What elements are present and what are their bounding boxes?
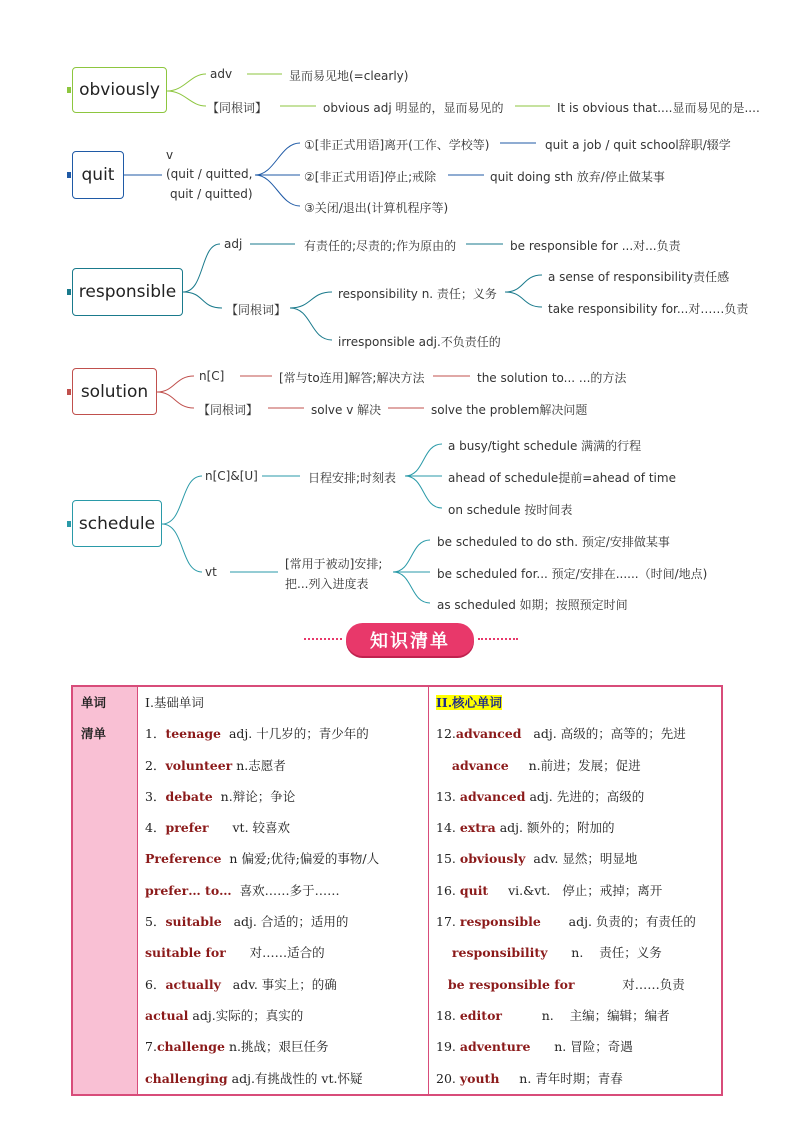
vocab-left-row bbox=[138, 750, 428, 781]
vocab-entry-word: responsible bbox=[459, 914, 541, 930]
solution-verb: solve v 解决 bbox=[311, 403, 382, 417]
vocab-left-column bbox=[138, 686, 429, 1095]
vocab-entry-number: 17. bbox=[436, 914, 460, 930]
vocab-left-row bbox=[138, 875, 428, 906]
responsible-noun-phrase-2: take responsibility for...对……负责 bbox=[548, 302, 749, 316]
quit-sense-1: ①[非正式用语]离开(工作、学校等) bbox=[304, 138, 490, 152]
vocab-right-row bbox=[429, 718, 721, 749]
vocab-head-line-1: 单词 bbox=[81, 695, 107, 710]
vocab-entry-number bbox=[436, 945, 452, 960]
vocab-entry-word: quit bbox=[459, 882, 489, 898]
vocab-entry-word: advanced bbox=[459, 788, 526, 804]
vocab-entry-word: extra bbox=[459, 820, 496, 836]
section-banner bbox=[346, 623, 474, 656]
solution-phrase: the solution to... ...的方法 bbox=[477, 371, 627, 385]
node-responsible-label: responsible bbox=[78, 282, 177, 302]
vocab-right-title-row bbox=[429, 687, 721, 718]
vocab-entry-definition: adj. 高级的；高等的；先进 bbox=[521, 726, 686, 742]
vocab-table-head bbox=[72, 686, 138, 1095]
node-obviously-tab bbox=[67, 87, 71, 93]
vocab-entry-word: obviously bbox=[459, 851, 526, 867]
vocab-entry-number: 4． bbox=[145, 820, 166, 836]
responsible-pos: adj bbox=[224, 237, 243, 251]
vocab-entry-definition: n. 冒险；奇遇 bbox=[530, 1039, 633, 1055]
solution-meaning: [常与to连用]解答;解决方法 bbox=[279, 371, 425, 385]
vocab-entry-definition: vt. 较喜欢 bbox=[208, 820, 291, 836]
vocab-entry-definition: adj. 额外的；附加的 bbox=[495, 820, 615, 836]
vocab-entry-definition: adj.有挑战性的 vt.怀疑 bbox=[227, 1070, 363, 1086]
vocab-right-row bbox=[429, 1000, 721, 1031]
vocab-entry-definition: adj. 负责的；有责任的 bbox=[540, 914, 696, 930]
schedule-noun-meaning: 日程安排;时刻表 bbox=[308, 471, 397, 485]
vocab-entry-definition: 对……负责 bbox=[574, 976, 685, 992]
vocab-left-row bbox=[138, 969, 428, 1000]
vocab-left-row bbox=[138, 843, 428, 874]
quit-sense-2-phrase: quit doing sth 放弃/停止做某事 bbox=[490, 170, 665, 184]
vocab-entry-word: adventure bbox=[459, 1039, 531, 1055]
vocab-right-title: II.核心单词 bbox=[436, 695, 503, 710]
vocab-head-fill bbox=[73, 750, 137, 1063]
node-solution-tab bbox=[67, 389, 71, 395]
section-banner-title: 知识清单 bbox=[370, 630, 450, 652]
obviously-tongen-label: 【同根词】 bbox=[207, 101, 268, 115]
vocab-entry-word: be responsible for bbox=[447, 976, 575, 992]
schedule-verb-meaning-1: [常用于被动]安排; bbox=[285, 557, 383, 571]
quit-forms-1: (quit / quitted, bbox=[166, 167, 253, 181]
quit-sense-2: ②[非正式用语]停止;戒除 bbox=[304, 170, 437, 184]
vocab-left-row bbox=[138, 937, 428, 968]
schedule-noun-pos: n[C]&[U] bbox=[205, 469, 258, 483]
quit-sense-1-phrase: quit a job / quit school辞职/辍学 bbox=[545, 138, 731, 152]
vocab-entry-definition: n. 责任；义务 bbox=[547, 945, 662, 961]
vocab-entry-number bbox=[436, 758, 452, 773]
vocab-entry-definition: n.辩论；争论 bbox=[212, 788, 296, 804]
solution-pos: n[C] bbox=[199, 369, 225, 383]
vocab-entry-word: editor bbox=[459, 1007, 502, 1023]
vocab-right-row bbox=[429, 1031, 721, 1062]
vocab-entry-number: 13. bbox=[436, 788, 460, 804]
vocab-left-row bbox=[138, 781, 428, 812]
responsible-meaning: 有责任的;尽责的;作为原由的 bbox=[304, 239, 457, 253]
vocab-entry-word: suitable for bbox=[145, 945, 226, 961]
vocab-entry-number: 16. bbox=[436, 882, 460, 898]
vocab-entry-number: 6． bbox=[145, 976, 166, 992]
vocab-left-rows bbox=[138, 718, 428, 1094]
node-quit-label: quit bbox=[81, 165, 115, 185]
schedule-verb-phrase-2: be scheduled for... 预定/安排在......（时间/地点) bbox=[437, 567, 708, 581]
vocab-entry-definition: n.志愿者 bbox=[232, 757, 286, 773]
vocab-table bbox=[71, 685, 723, 1096]
node-quit-tab bbox=[67, 172, 71, 178]
schedule-noun-phrase-2: ahead of schedule提前=ahead of time bbox=[448, 471, 676, 485]
vocab-entry-word: Preference bbox=[145, 851, 222, 867]
vocab-entry-number: 20. bbox=[436, 1070, 460, 1086]
responsible-tongen-label: 【同根词】 bbox=[226, 303, 287, 317]
schedule-verb-phrase-3: as scheduled 如期；按照预定时间 bbox=[437, 598, 628, 612]
vocab-entry-number: 1． bbox=[145, 726, 166, 742]
quit-sense-3: ③关闭/退出(计算机程序等) bbox=[304, 201, 449, 215]
banner-divider-left bbox=[304, 638, 342, 640]
solution-verb-phrase: solve the problem解决问题 bbox=[431, 403, 588, 417]
vocab-left-row bbox=[138, 1000, 428, 1031]
vocab-entry-number: 3． bbox=[145, 788, 166, 804]
vocab-left-row bbox=[138, 1031, 428, 1062]
vocab-entry-word: prefer… to… bbox=[145, 882, 232, 898]
vocab-entry-definition: adj. 先进的；高级的 bbox=[525, 788, 645, 804]
vocab-entry-number: 15. bbox=[436, 851, 460, 867]
vocab-right-row bbox=[429, 812, 721, 843]
node-schedule-label: schedule bbox=[78, 513, 156, 534]
vocab-right-row bbox=[429, 875, 721, 906]
vocab-entry-definition: adj. 合适的；适用的 bbox=[221, 914, 349, 930]
vocab-entry-definition: 喜欢……多于…… bbox=[231, 882, 340, 898]
schedule-verb-pos: vt bbox=[205, 565, 217, 579]
vocab-entry-definition: adv. 事实上；的确 bbox=[220, 976, 337, 992]
quit-pos: v bbox=[166, 148, 174, 162]
node-solution bbox=[72, 368, 157, 415]
vocab-entry-number: 18. bbox=[436, 1007, 460, 1023]
quit-forms-2: quit / quitted) bbox=[170, 187, 253, 201]
vocab-left-row bbox=[138, 1063, 428, 1094]
vocab-right-column bbox=[429, 686, 723, 1095]
vocab-right-row bbox=[429, 1063, 721, 1094]
vocab-entry-number: 5． bbox=[145, 914, 166, 930]
vocab-entry-definition: n. 主编；编辑；编者 bbox=[502, 1007, 670, 1023]
node-quit bbox=[72, 151, 124, 199]
vocab-entry-definition: n. 青年时期；青春 bbox=[499, 1070, 623, 1086]
vocab-entry-word: challenge bbox=[156, 1039, 225, 1055]
vocab-entry-definition: vi.&vt. 停止；戒掉；离开 bbox=[488, 882, 663, 898]
vocab-entry-definition: n.挑战；艰巨任务 bbox=[224, 1039, 329, 1055]
node-schedule bbox=[72, 500, 162, 547]
vocab-right-row bbox=[429, 750, 721, 781]
schedule-noun-phrase-1: a busy/tight schedule 满满的行程 bbox=[448, 439, 642, 453]
vocab-entry-definition: adj.实际的；真实的 bbox=[188, 1007, 304, 1023]
vocab-left-row bbox=[138, 812, 428, 843]
vocab-entry-number: 14. bbox=[436, 820, 460, 836]
vocab-entry-word: responsibility bbox=[451, 945, 548, 961]
node-responsible bbox=[72, 268, 183, 316]
node-solution-label: solution bbox=[80, 381, 149, 402]
vocab-entry-definition: 对……适合的 bbox=[225, 945, 325, 961]
vocab-entry-number: 12. bbox=[436, 726, 456, 742]
node-obviously-label: obviously bbox=[79, 80, 160, 100]
vocab-left-row bbox=[138, 906, 428, 937]
vocab-left-row bbox=[138, 718, 428, 749]
vocab-entry-number: 2． bbox=[145, 757, 166, 773]
vocab-right-rows bbox=[429, 718, 721, 1094]
vocab-right-row bbox=[429, 937, 721, 968]
node-obviously bbox=[72, 67, 167, 113]
banner-divider-right bbox=[478, 638, 518, 640]
obviously-tongen-phrase: It is obvious that....显而易见的是.... bbox=[557, 101, 760, 115]
responsible-antonym: irresponsible adj.不负责任的 bbox=[338, 335, 501, 349]
vocab-entry-word: youth bbox=[459, 1070, 500, 1086]
vocab-entry-word: teenage bbox=[165, 726, 222, 742]
vocab-entry-word: actually bbox=[165, 976, 221, 992]
obviously-pos: adv bbox=[210, 67, 233, 81]
schedule-noun-phrase-3: on schedule 按时间表 bbox=[448, 503, 573, 517]
vocab-entry-number: 7. bbox=[145, 1039, 157, 1055]
vocab-entry-word: suitable bbox=[165, 914, 222, 930]
obviously-meaning: 显而易见地(=clearly) bbox=[289, 69, 409, 83]
vocab-head-line-2: 清单 bbox=[81, 726, 107, 742]
vocab-entry-definition: adj. 十几岁的；青少年的 bbox=[221, 726, 369, 742]
vocab-entry-word: actual bbox=[145, 1007, 189, 1023]
obviously-tongen-word: obvious adj 明显的，显而易见的 bbox=[323, 101, 504, 115]
vocab-right-row bbox=[429, 843, 721, 874]
vocab-entry-definition: adv. 显然；明显地 bbox=[525, 851, 638, 867]
vocab-right-row bbox=[429, 781, 721, 812]
vocab-entry-definition: n.前进；发展；促进 bbox=[508, 757, 641, 773]
schedule-verb-phrase-1: be scheduled to do sth. 预定/安排做某事 bbox=[437, 535, 670, 549]
vocab-entry-word: debate bbox=[165, 788, 213, 804]
vocab-left-title: I.基础单词 bbox=[145, 695, 204, 710]
vocab-entry-word: volunteer bbox=[165, 757, 233, 773]
solution-tongen-label: 【同根词】 bbox=[198, 403, 259, 417]
vocab-entry-number bbox=[436, 977, 448, 992]
vocab-right-row bbox=[429, 969, 721, 1000]
responsible-phrase: be responsible for ...对...负责 bbox=[510, 239, 681, 253]
responsible-noun-phrase-1: a sense of responsibility责任感 bbox=[548, 270, 730, 284]
vocab-entry-word: challenging bbox=[145, 1070, 228, 1086]
vocab-entry-word: advanced bbox=[455, 726, 522, 742]
vocab-entry-word: prefer bbox=[165, 820, 209, 836]
vocab-entry-word: advance bbox=[451, 757, 509, 773]
node-responsible-tab bbox=[67, 289, 71, 295]
node-schedule-tab bbox=[67, 521, 71, 527]
vocab-entry-number: 19. bbox=[436, 1039, 460, 1055]
responsible-noun: responsibility n. 责任；义务 bbox=[338, 287, 497, 301]
vocab-entry-definition: n 偏爱;优待;偏爱的事物/人 bbox=[221, 851, 380, 867]
vocab-right-row bbox=[429, 906, 721, 937]
schedule-verb-meaning-2: 把...列入进度表 bbox=[285, 577, 369, 591]
